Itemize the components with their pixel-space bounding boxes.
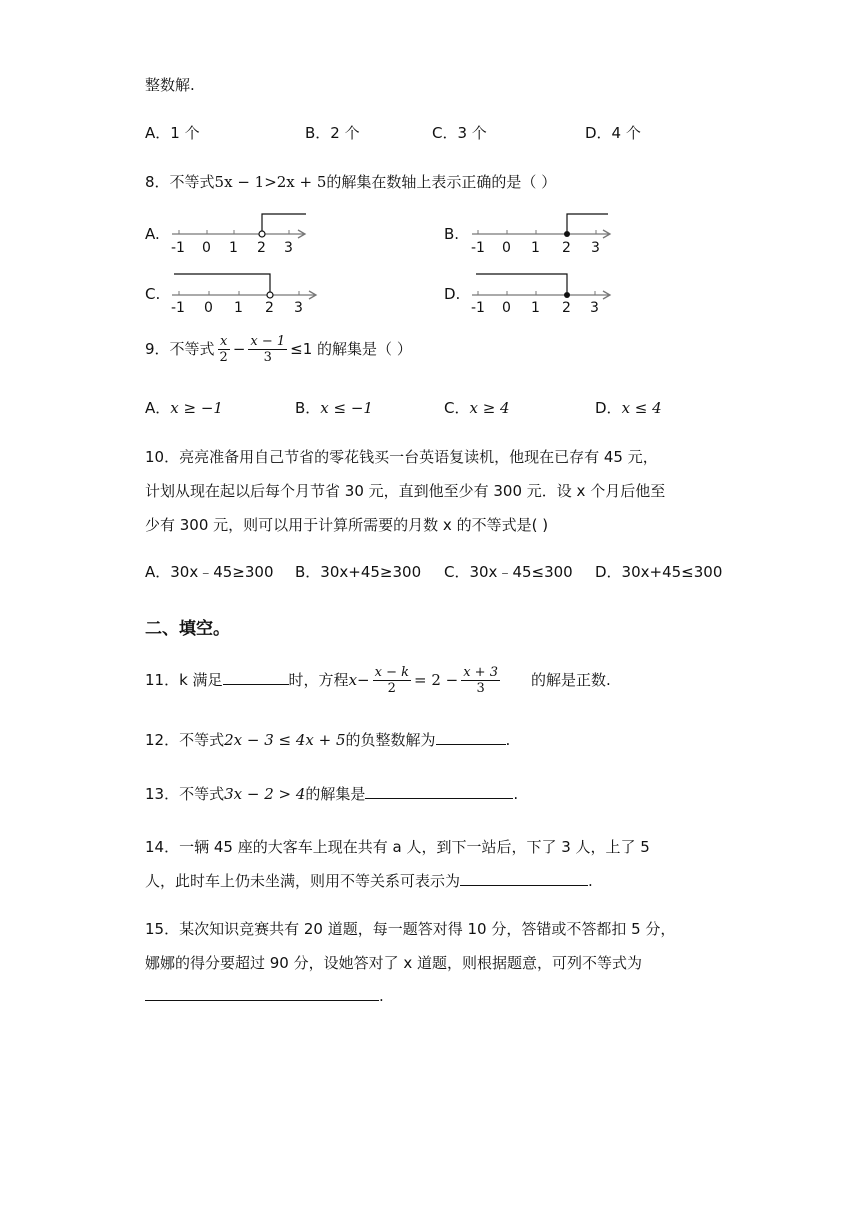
tick-label: -1 (471, 240, 485, 255)
q10-option-c: C．30x﹣45≤300 (444, 563, 573, 581)
answer-blank[interactable] (145, 986, 379, 1001)
number-line-b (468, 210, 618, 255)
q10-line-3: 少有 300 元，则可以用于计算所需要的月数 x 的不等式是( ) (145, 516, 549, 534)
q8-prefix: 8．不等式 (145, 173, 215, 191)
q10-line-1: 10．亮亮准备用自己节省的零花钱买一台英语复读机，他现在已存有 45 元， (145, 448, 658, 466)
q9-option-a: A．x ≥ −1 (145, 399, 223, 417)
tick-label: 1 (234, 300, 243, 315)
answer-blank[interactable] (460, 871, 588, 886)
tick-label: 0 (202, 240, 211, 255)
q11-prefix: 11．k 满足 (145, 671, 223, 689)
tick-label: 2 (265, 300, 274, 315)
q15-line-3: . (145, 986, 384, 1005)
q9-option-b: B．x ≤ −1 (295, 399, 373, 417)
q14-line-2: 人，此时车上仍未坐满，则用不等关系可表示为 . (145, 872, 593, 890)
q7-option-a: A．1 个 (145, 124, 200, 142)
q10-option-a: A．30x﹣45≥300 (145, 563, 274, 581)
tick-label: 3 (591, 240, 600, 255)
answer-blank[interactable] (436, 730, 506, 745)
q8-suffix: 的解集在数轴上表示正确的是（ ） (326, 173, 557, 191)
q8-stem (145, 171, 556, 192)
q7-option-c: C．3 个 (432, 124, 487, 142)
tick-label: 1 (531, 300, 540, 315)
q8-label-a: A. (145, 225, 160, 243)
tick-label: 0 (502, 300, 511, 315)
q11-fraction-1: $\frac{x - k}{2}$ (374, 665, 409, 696)
q9-fraction-1: $\frac{x}{2}$ (219, 334, 228, 365)
tick-label: 0 (502, 240, 511, 255)
tick-label: 1 (531, 240, 540, 255)
q9-fraction-2: $\frac{x - 1}{3}$ (250, 334, 286, 365)
q8-label-d: D. (444, 285, 461, 303)
q11-stem: 11．k 满足 时，方程x− $\frac{x - k}{2}$ = 2 − $\frac{x + 3}{3}$ 的解是正数. (145, 665, 611, 696)
number-line-c (168, 270, 323, 315)
q9-option-c: C．x ≥ 4 (444, 399, 510, 417)
q11-mid: 时，方程 (288, 671, 349, 689)
q9-minus: − (232, 340, 246, 358)
number-line-a (168, 210, 313, 255)
q7-option-d: D．4 个 (585, 124, 641, 142)
tick-label: -1 (471, 300, 485, 315)
q11-fraction-2: $\frac{x + 3}{3}$ (463, 665, 498, 696)
q12-expression: 2x − 3 ≤ 4x + 5 (224, 731, 346, 749)
question-continuation: 整数解. (145, 76, 195, 94)
q9-suffix: ≤1 的解集是（ ） (290, 340, 412, 358)
tick-label: 2 (562, 300, 571, 315)
q12-stem: 12．不等式2x − 3 ≤ 4x + 5的负整数解为 . (145, 731, 511, 749)
q7-option-b: B．2 个 (305, 124, 360, 142)
q8-label-c: C. (145, 285, 161, 303)
tick-label: 0 (204, 300, 213, 315)
q10-line-2: 计划从现在起以后每个月节省 30 元，直到他至少有 300 元．设 x 个月后他至 (145, 482, 666, 500)
number-line-d (468, 270, 618, 315)
q8-label-b: B. (444, 225, 460, 243)
q15-line-2: 娜娜的得分要超过 90 分，设她答对了 x 道题，则根据题意，可列不等式为 (145, 954, 643, 972)
answer-blank[interactable] (223, 670, 289, 685)
q11-suffix: 的解是正数. (530, 671, 611, 689)
q10-option-d: D．30x+45≤300 (595, 563, 723, 581)
tick-label: -1 (171, 240, 185, 255)
answer-blank[interactable] (365, 784, 513, 799)
q9-stem (145, 334, 412, 365)
tick-label: 2 (257, 240, 266, 255)
q13-expression: 3x − 2 > 4 (224, 785, 306, 803)
q9-option-d: D．x ≤ 4 (595, 399, 662, 417)
tick-label: 1 (229, 240, 238, 255)
tick-label: 3 (294, 300, 303, 315)
q13-stem: 13．不等式3x − 2 > 4的解集是 . (145, 785, 519, 803)
section-title: 二、填空。 (145, 619, 230, 639)
q14-line-1: 14．一辆 45 座的大客车上现在共有 a 人，到下一站后，下了 3 人，上了 5 (145, 838, 650, 856)
q10-option-b: B．30x+45≥300 (295, 563, 422, 581)
tick-label: 3 (590, 300, 599, 315)
tick-label: 3 (284, 240, 293, 255)
q9-prefix: 9．不等式 (145, 340, 215, 358)
q11-equals: = 2 − (413, 671, 459, 689)
q8-expression: 5x − 1>2x + 5 (214, 173, 327, 191)
q15-line-1: 15．某次知识竞赛共有 20 道题，每一题答对得 10 分，答错或不答都扣 5 分， (145, 920, 676, 938)
tick-label: 2 (562, 240, 571, 255)
tick-label: -1 (171, 300, 185, 315)
